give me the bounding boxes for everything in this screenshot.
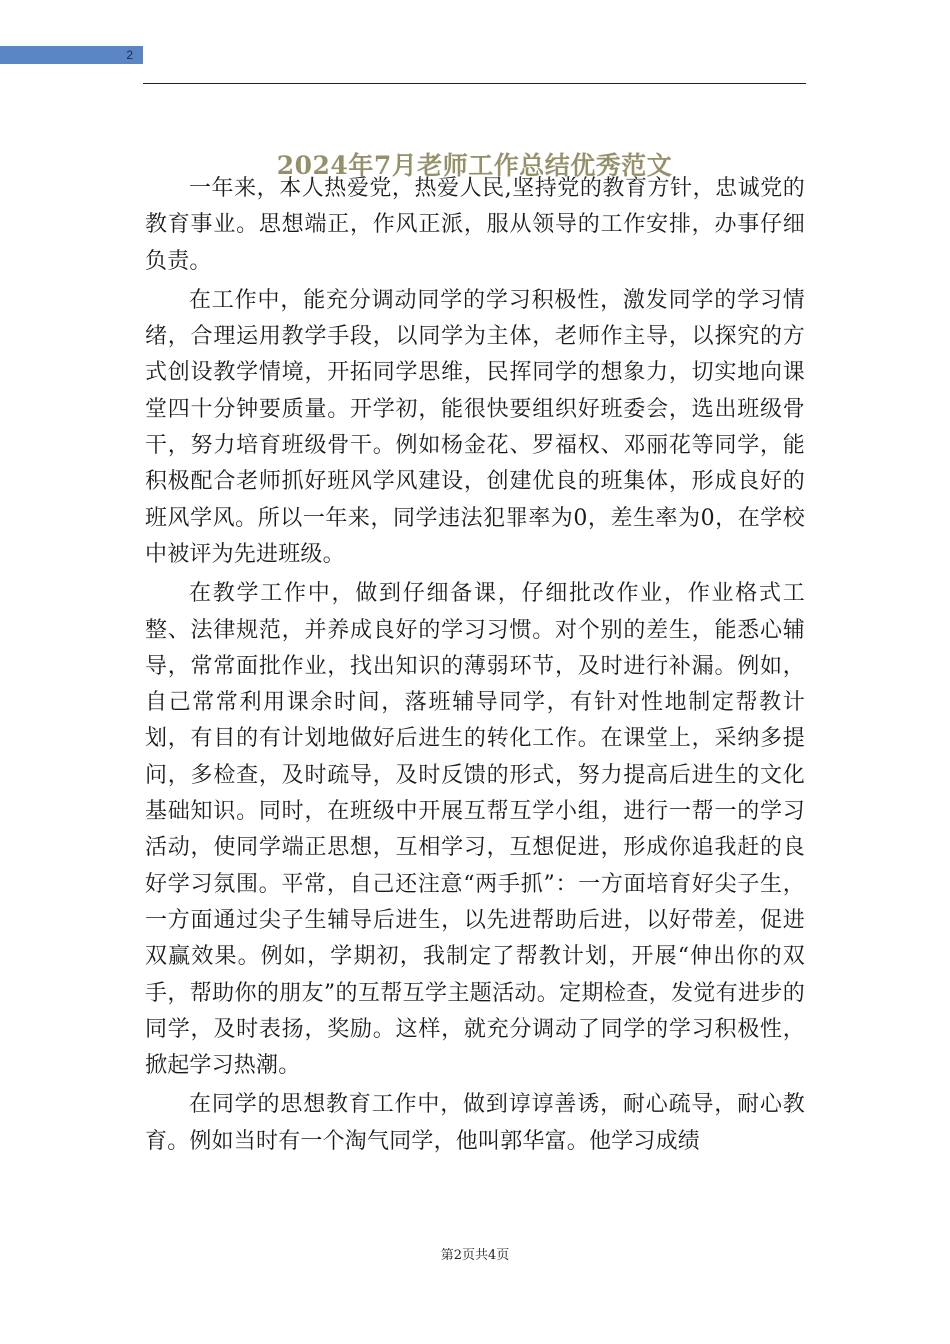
paragraph-1: 一年来，本人热爱党，热爱人民,坚持党的教育方针，忠诚党的教育事业。思想端正，作风正派，服从领导的工作安排，办事仔细负责。 xyxy=(145,176,805,274)
document-body xyxy=(145,171,805,1163)
paragraph-2: 在工作中，能充分调动同学的学习积极性，激发同学的学习情绪，合理运用教学手段，以同学为主体，老师作主导，以探究的方式创设教学情境，开拓同学思维，民挥同学的想象力，切实地向课堂四十分钟要质量。开学初，能很快要组织好班委会，选出班级骨干，努力培育班级骨干。例如杨金花、罗福权、邓丽花等同学，能积极配合老师抓好班风学风建设，创建优良的班集体，形成良好的班风学风。所以一年来，同学违法犯罪率为0，差生率为0，在学校中被评为先进班级。 xyxy=(145,287,805,567)
header-divider xyxy=(143,83,806,84)
paragraph-3: 在教学工作中，做到仔细备课，仔细批改作业，作业格式工整、法律规范，并养成良好的学习习惯。对个别的差生，能悉心辅导，常常面批作业，找出知识的薄弱环节，及时进行补漏。例如，自己常常利用课余时间，落班辅导同学，有针对性地制定帮教计划，有目的有计划地做好后进生的转化工作。在课堂上，采纳多提问，多检查，及时疏导，及时反馈的形式，努力提高后进生的文化基础知识。同时，在班级中开展互帮互学小组，进行一帮一的学习活动，使同学端正思想，互相学习，互想促进，形成你追我赶的良好学习氛围。平常，自己还注意“两手抓”：一方面培育好尖子生，一方面通过尖子生辅导后进生，以先进帮助后进，以好带差，促进双赢效果。例如，学期初，我制定了帮教计划，开展“伸出你的双手，帮助你的朋友”的互帮互学主题活动。定期检查，发觉有进步的同学，及时表扬，奖励。这样，就充分调动了同学的学习积极性，掀起学习热潮。 xyxy=(145,581,805,1079)
page-footer: 第2页共4页 xyxy=(440,1248,510,1263)
page-number-tab xyxy=(0,46,143,64)
document-title: 2024年7月老师工作总结优秀范文 xyxy=(276,150,673,180)
paragraph-4: 在同学的思想教育工作中，做到谆谆善诱，耐心疏导，耐心教育。例如当时有一个淘气同学，他叫郭华富。他学习成绩 xyxy=(145,1092,805,1154)
header-page-number: 2 xyxy=(126,48,133,62)
